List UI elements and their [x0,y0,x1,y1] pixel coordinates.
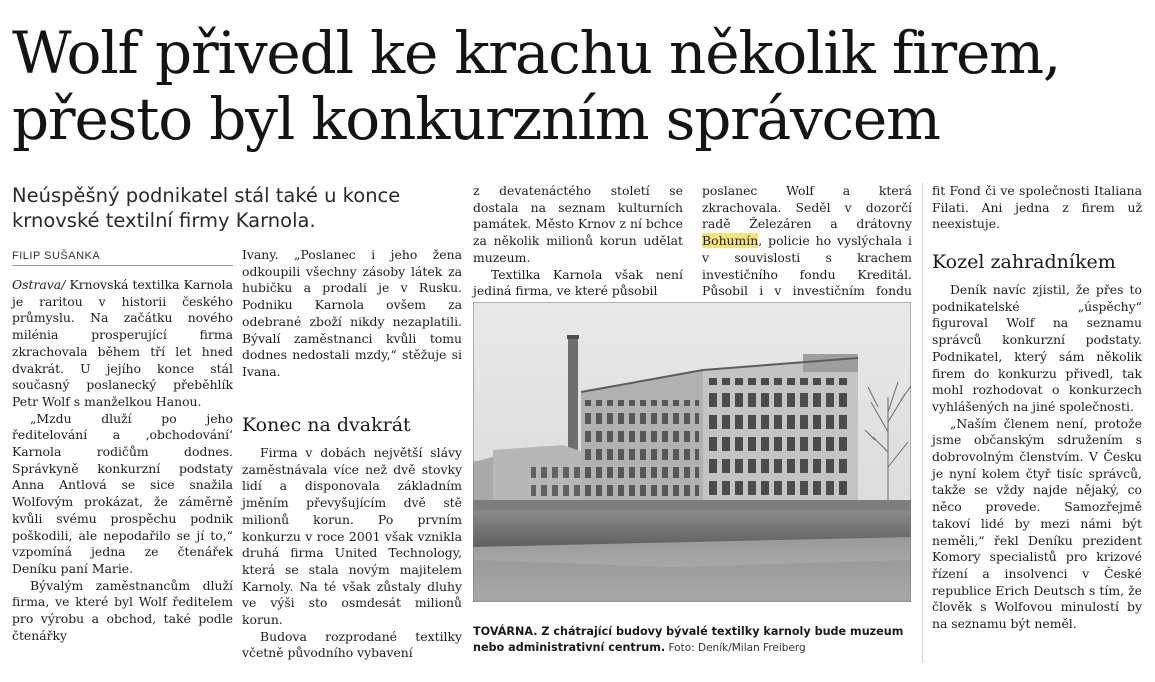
subhead-konec-na-dvakrat: Konec na dvakrát [242,414,411,436]
caption-text: Z chátrající budovy bývalé textilky karnoly bude muzeum nebo administrativní centrum. [473,625,904,654]
subheadline-line-2: krnovské textilní firmy Karnola. [12,209,316,232]
highlighted-text: Bohumín [702,233,759,249]
factory-photo [473,302,911,602]
paragraph: Deník navíc zjistil, že přes to podnikatelské „úspěchy“ figuroval Wolf na seznamu správců konkurzní podstaty. Podnikatel, který sám několik firem do konkurzu přivedl, tak mohl rozhodovat o konkurzech vyhlášených na jiné společnosti. [932,282,1142,414]
caption-label: TOVÁRNA. [473,625,538,638]
paragraph: z devatenáctého století se dostala na seznam kulturních památek. Město Krnov z ní bchce za několik milionů korun udělat muzeum. [473,183,683,265]
article-column-2 [242,247,462,381]
subheadline [12,183,467,233]
article-column-4 [702,183,912,317]
headline [12,20,1152,152]
article-column-3 [473,183,683,300]
paragraph: fit Fond či ve společnosti Italiana Filati. Ani jedna z firem už neexistuje. [932,183,1142,232]
paragraph: Ostrava/ Krnovská textilka Karnola je raritou v historii českého průmyslu. Na začátku nového milénia prosperující firma zkrachovala během tří let hned dvakrát. U jejího konce stál současný poslanecký přeběhlík Petr Wolf s manželkou Hanou. [12,277,233,409]
paragraph: Firma v dobách největší slávy zaměstnávala více než dvě stovky lidí a disponovala základním jměním převyšujícím dvě stě milionů korun. Po prvním konkurzu v roce 2001 však vznikla druhá firma United Technology, která se stala novým majitelem Karnoly. Na té však zůstaly dluhy ve výši sto osmdesát milionů korun. [242,445,462,628]
paragraph: „Naším členem není, protože jsme občanským sdružením s dobrovolným členstvím. V Česku je nyní kolem čtyř tisíc správců, takže se vždy najde nějaký, co něco provede. Samozřejmě takoví lidé by mezi námi být neměli,“ řekl Deníku prezident Komory specialistů pro krizové řízení a insolvenci v České republice Erich Deutsch s tím, že člověk s Wolfovou minulostí by na seznamu být neměl. [932,415,1142,632]
paragraph: „Mzdu dluží po jeho ředitelování a ‚obchodování‘ Karnola rodičům dodnes. Správkyně konkurzní podstaty Anna Antlová se sice snažila Wolfovým prokázat, že záměrně kvůli svému prospěchu podnik poškodili, ale nepodařilo se jí to,“ vzpomíná jedna ze čtenářek Deníku paní Marie. [12,410,233,576]
column-divider [922,183,923,663]
paragraph: Budova rozprodané textilky včetně původního vybavení [242,628,462,661]
paragraph: poslanec Wolf a která zkrachovala. Seděl v dozorčí radě Železáren a drátovny Bohumín, policie ho vyslýchala i v souvislosti s krachem investičního fondu Kreditál. Působil i v investičním fondu [702,183,912,299]
paragraph: Textilka Karnola však není jediná firma, ve které působil [473,266,683,299]
subheadline-line-1: Neúspěšný podnikatel stál také u konce [12,184,401,207]
headline-line-1: Wolf přivedl ke krachu několik firem, [12,19,1061,87]
subhead-kozel-zahradnikem: Kozel zahradníkem [932,251,1116,273]
article-column-2-continued [242,445,462,662]
article-column-1 [12,277,233,644]
byline: FILIP SUŠANKA [12,250,233,266]
paragraph: Ivany. „Poslanec i jeho žena odkoupili všechny zásoby látek za hubičku a prodali je v Rusku. Podniku Karnola ovšem za odebrané zboží nikdy nezaplatili. Bývalí zaměstnanci kvůli tomu dodnes nedostali mzdy,“ stěžuje si Ivana. [242,247,462,379]
article-column-5-continued [932,282,1142,633]
photo-credit: Foto: Deník/Milan Freiberg [665,642,806,654]
paragraph: Bývalým zaměstnancům dluží firma, ve které byl Wolf ředitelem pro výrobu a obchod, také podle čtenářky [12,577,233,643]
article-column-5 [932,183,1142,233]
photo-caption [473,624,913,656]
dateline: Ostrava/ [12,277,66,292]
headline-line-2: přesto byl konkurzním správcem [12,85,940,153]
